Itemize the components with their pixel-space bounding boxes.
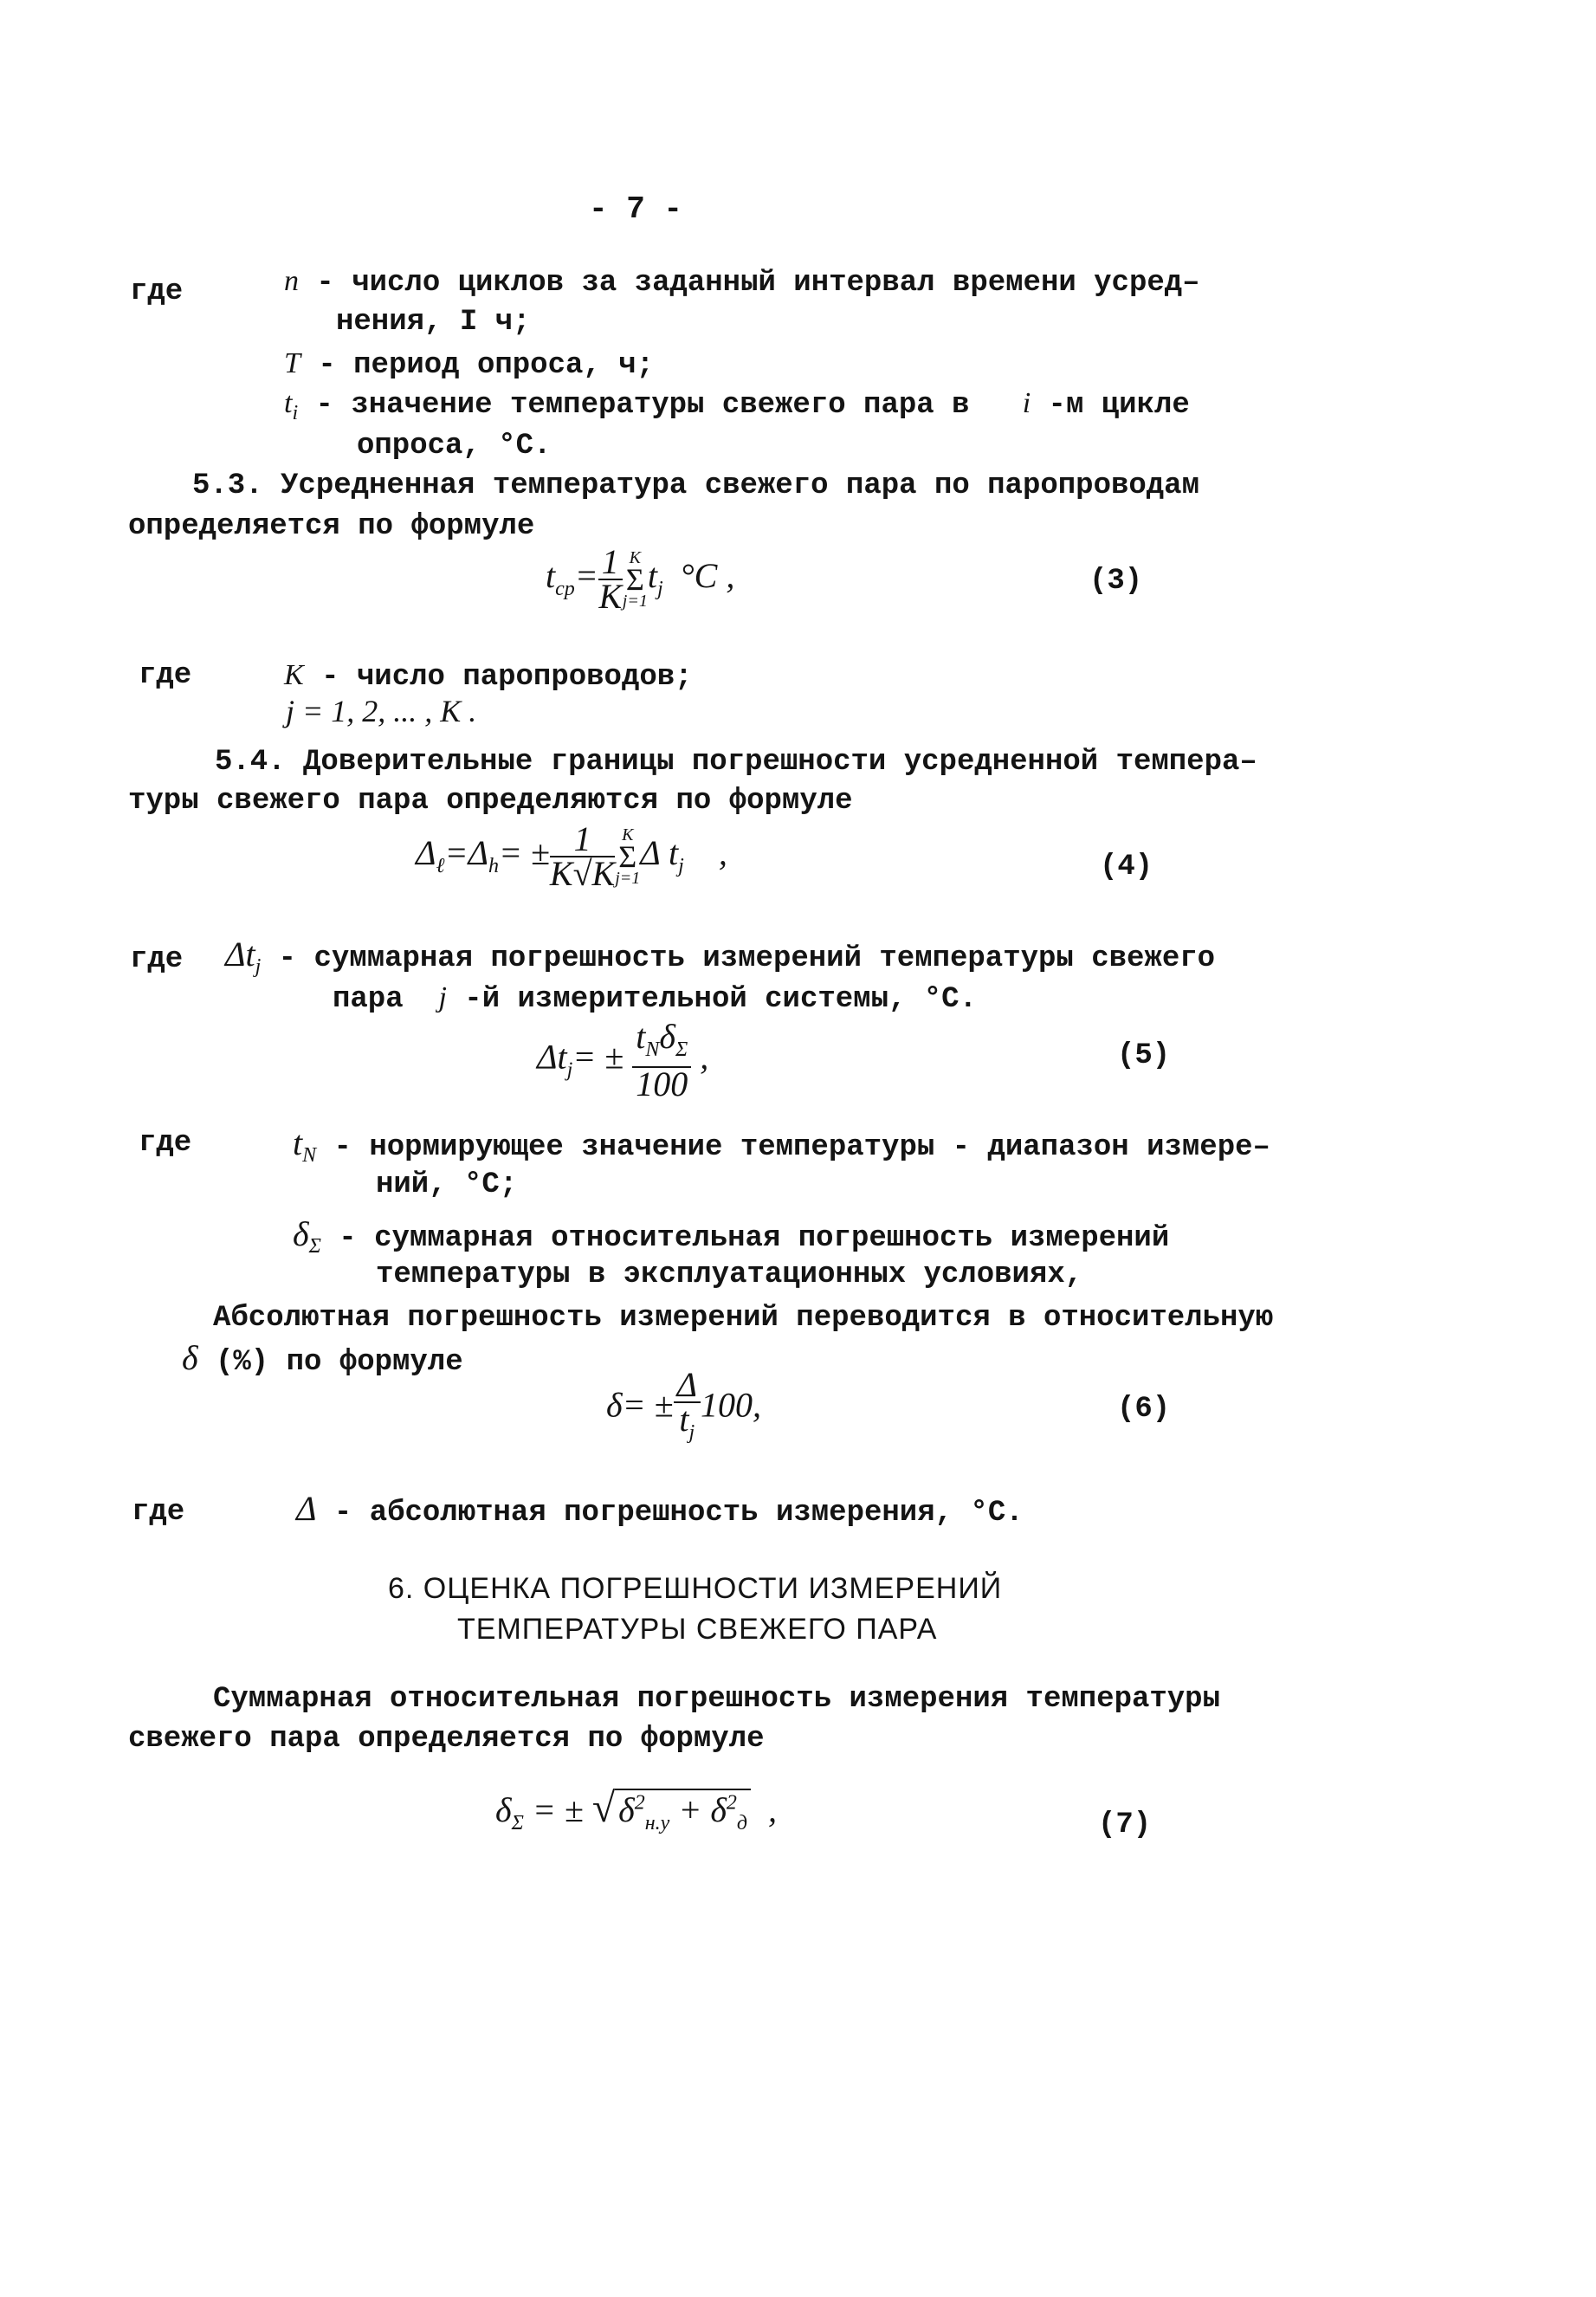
eq3-sum: K Σ j=1 (622, 548, 648, 611)
def-n (284, 264, 1200, 301)
eq5-num-sub2: Σ (675, 1039, 688, 1061)
where-label-3: где (130, 943, 184, 976)
eq7-lhs: δ (495, 1790, 512, 1829)
abs-line2 (182, 1338, 463, 1380)
eq3-unit: °C , (680, 556, 735, 596)
eq3-term: t (647, 556, 657, 596)
equation-6 (606, 1365, 762, 1449)
symbol-t-sub: i (292, 401, 299, 424)
eq3-num: 1 (598, 546, 623, 580)
symbol-T: T (284, 347, 300, 379)
symbol-Delta: Δ (296, 1489, 317, 1528)
symbol-delta: δ (182, 1338, 198, 1377)
eq4-lhs: Δ (416, 833, 436, 873)
eq7-lhs-sub: Σ (511, 1812, 524, 1834)
def-K (284, 658, 693, 695)
eq4-frac (549, 819, 616, 893)
eq4-lhs-sub1: ℓ (436, 855, 445, 878)
symbol-n: n (284, 265, 299, 297)
eq5-comma: , (700, 1037, 709, 1077)
eq6-lhs: δ (606, 1385, 623, 1425)
equation-4 (416, 819, 727, 893)
eq6-den-t: t (679, 1400, 689, 1439)
eq7-a-sub: н.у (644, 1812, 670, 1834)
eq4-term: Δ t (640, 833, 679, 873)
equation-5 (537, 1017, 709, 1103)
def-T-text: - период опроса, ч; (318, 349, 654, 382)
eq4-den: K√K (549, 854, 616, 893)
eq6-pm: = ± (622, 1385, 674, 1425)
def-dtj-line2 (333, 980, 977, 1017)
eq6-tail: 100, (701, 1385, 762, 1425)
where-label-4: где (139, 1127, 192, 1160)
p6-line2: свежего пара определяется по формуле (128, 1723, 765, 1756)
equation-7: $\delta_\Sigma$ = ± √ $\delta^2_{н.у} + \delta^2_д$ , (495, 1785, 778, 1834)
eq7-b-sup: 2 (726, 1791, 737, 1815)
eq4-eq1: =Δ (444, 833, 488, 873)
symbol-dtj: Δt (225, 935, 255, 974)
eq5-pm: = ± (572, 1037, 624, 1077)
eq5-den: 100 (636, 1064, 688, 1103)
eq7-a: δ (618, 1790, 635, 1829)
where-label-5: где (132, 1496, 185, 1529)
symbol-tN-sub: N (302, 1143, 317, 1167)
equation-3: $t_{cp}=$ $\frac{1}{K}$ K Σ j=1 $t_j$ °C , (546, 542, 735, 616)
p53-line2: определяется по формуле (128, 510, 535, 543)
symbol-K: K (284, 659, 304, 691)
eq7-pm: = ± (532, 1790, 584, 1829)
def-ti-text2: -м цикле (1048, 389, 1190, 422)
def-tN-text: - нормирующее значение температуры - диапазон измере– (333, 1131, 1270, 1164)
page-number: - 7 - (589, 191, 683, 227)
def-n-text: - число циклов за заданный интервал времени усред– (316, 267, 1200, 300)
eq7-label: (7) (1098, 1808, 1152, 1841)
eq4-num: 1 (550, 823, 615, 857)
def-ti-text3: опроса, (357, 430, 481, 463)
def-dS (293, 1214, 1170, 1264)
eq5-lhs: Δt (537, 1037, 567, 1077)
eq7-radicand (615, 1789, 751, 1834)
def-K-text: - число паропроводов; (321, 661, 693, 694)
def-n-text2: нения, I ч; (336, 306, 531, 339)
symbol-delta-sigma-sub: Σ (308, 1234, 321, 1258)
eq4-label: (4) (1100, 851, 1153, 883)
eq3-frac (598, 542, 623, 616)
eq6-label: (6) (1117, 1393, 1171, 1426)
def-dtj-text3: -й измерительной системы, °С. (464, 983, 977, 1016)
eq4-lhs-sub2: h (488, 855, 499, 878)
def-ti (284, 386, 1190, 430)
eq6-frac (674, 1365, 701, 1449)
eq5-num-sub1: N (645, 1039, 660, 1061)
eq5-num (632, 1017, 691, 1068)
deg-c: °C. (498, 430, 552, 463)
eq6-den-sub: j (688, 1421, 695, 1444)
eq4-sum-top: K (622, 825, 634, 844)
p6-line1: Суммарная относительная погрешность измерения температуры (213, 1683, 1220, 1716)
def-T (284, 346, 654, 383)
eq6-num: Δ (674, 1368, 701, 1403)
symbol-t: t (284, 387, 293, 419)
def-tN-text2: ний, °С; (376, 1168, 518, 1201)
p53-line1: 5.3. Усредненная температура свежего пара по паропроводам (192, 469, 1199, 502)
eq3-den: K (598, 577, 623, 616)
eq4-sum-bot: j=1 (615, 869, 641, 888)
eq4-term-sub: j (678, 855, 684, 878)
eq4-comma: , (718, 833, 727, 873)
eq5-frac (632, 1017, 691, 1103)
def-dtj-text2: пара (333, 983, 404, 1016)
eq4-sum: K Σ j=1 (615, 825, 641, 888)
eq6-den (674, 1400, 701, 1449)
def-delta-text: - абсолютная погрешность измерения, °С. (333, 1497, 1024, 1530)
eq3-sum-bot: j=1 (622, 592, 648, 611)
symbol-i: i (1022, 387, 1031, 419)
def-tN (293, 1123, 1270, 1173)
eq3-lhs-sub: cp (555, 578, 575, 601)
def-delta (296, 1491, 1024, 1530)
symbol-dtj-sub: j (255, 954, 262, 978)
symbol-tN: t (293, 1123, 303, 1162)
eq7-a-sup: 2 (634, 1791, 645, 1815)
symbol-delta-sigma: δ (293, 1214, 309, 1253)
def-dtj (225, 937, 1215, 984)
def-ti-text: - значение температуры свежего пара в (315, 389, 970, 422)
p54-line1: 5.4. Доверительные границы погрешности усредненной темпера– (215, 746, 1257, 779)
abs-text2: (%) по формуле (216, 1346, 463, 1379)
def-dS-text: - суммарная относительная погрешность измерений (339, 1222, 1170, 1255)
where-label: где (130, 275, 184, 308)
eq7-b: δ (710, 1790, 727, 1829)
eq4-pm: = ± (498, 833, 550, 873)
where-label-2: где (139, 659, 192, 692)
section-heading-line2: ТЕМПЕРАТУРЫ СВЕЖЕГО ПАРА (457, 1613, 938, 1646)
eq7-plus: + (678, 1790, 702, 1829)
eq5-num-t: t (636, 1017, 646, 1056)
def-ti-line2 (357, 429, 551, 463)
eq7-b-sub: д (736, 1812, 748, 1834)
eq3-label: (3) (1089, 565, 1143, 598)
eq5-lhs-sub: j (566, 1058, 573, 1082)
p54-line2: туры свежего пара определяются по формуле (128, 785, 853, 818)
def-dS-text2: температуры в эксплуатационных условиях, (376, 1258, 1083, 1291)
def-dtj-text: - суммарная погрешность измерений температуры свежего (278, 942, 1216, 975)
abs-line1: Абсолютная погрешность измерений переводится в относительную (213, 1302, 1274, 1335)
eq5-num-d: δ (659, 1017, 675, 1056)
eq7-comma: , (768, 1790, 778, 1829)
eq3-lhs: t (546, 556, 556, 596)
eq3-sum-top: K (629, 548, 641, 567)
symbol-j: j (438, 981, 447, 1013)
eq3-term-sub: j (656, 578, 663, 601)
section-heading-line1: 6. ОЦЕНКА ПОГРЕШНОСТИ ИЗМЕРЕНИЙ (388, 1572, 1003, 1605)
def-j-range: j = 1, 2, ... , K . (286, 694, 477, 728)
eq5-label: (5) (1117, 1039, 1171, 1072)
